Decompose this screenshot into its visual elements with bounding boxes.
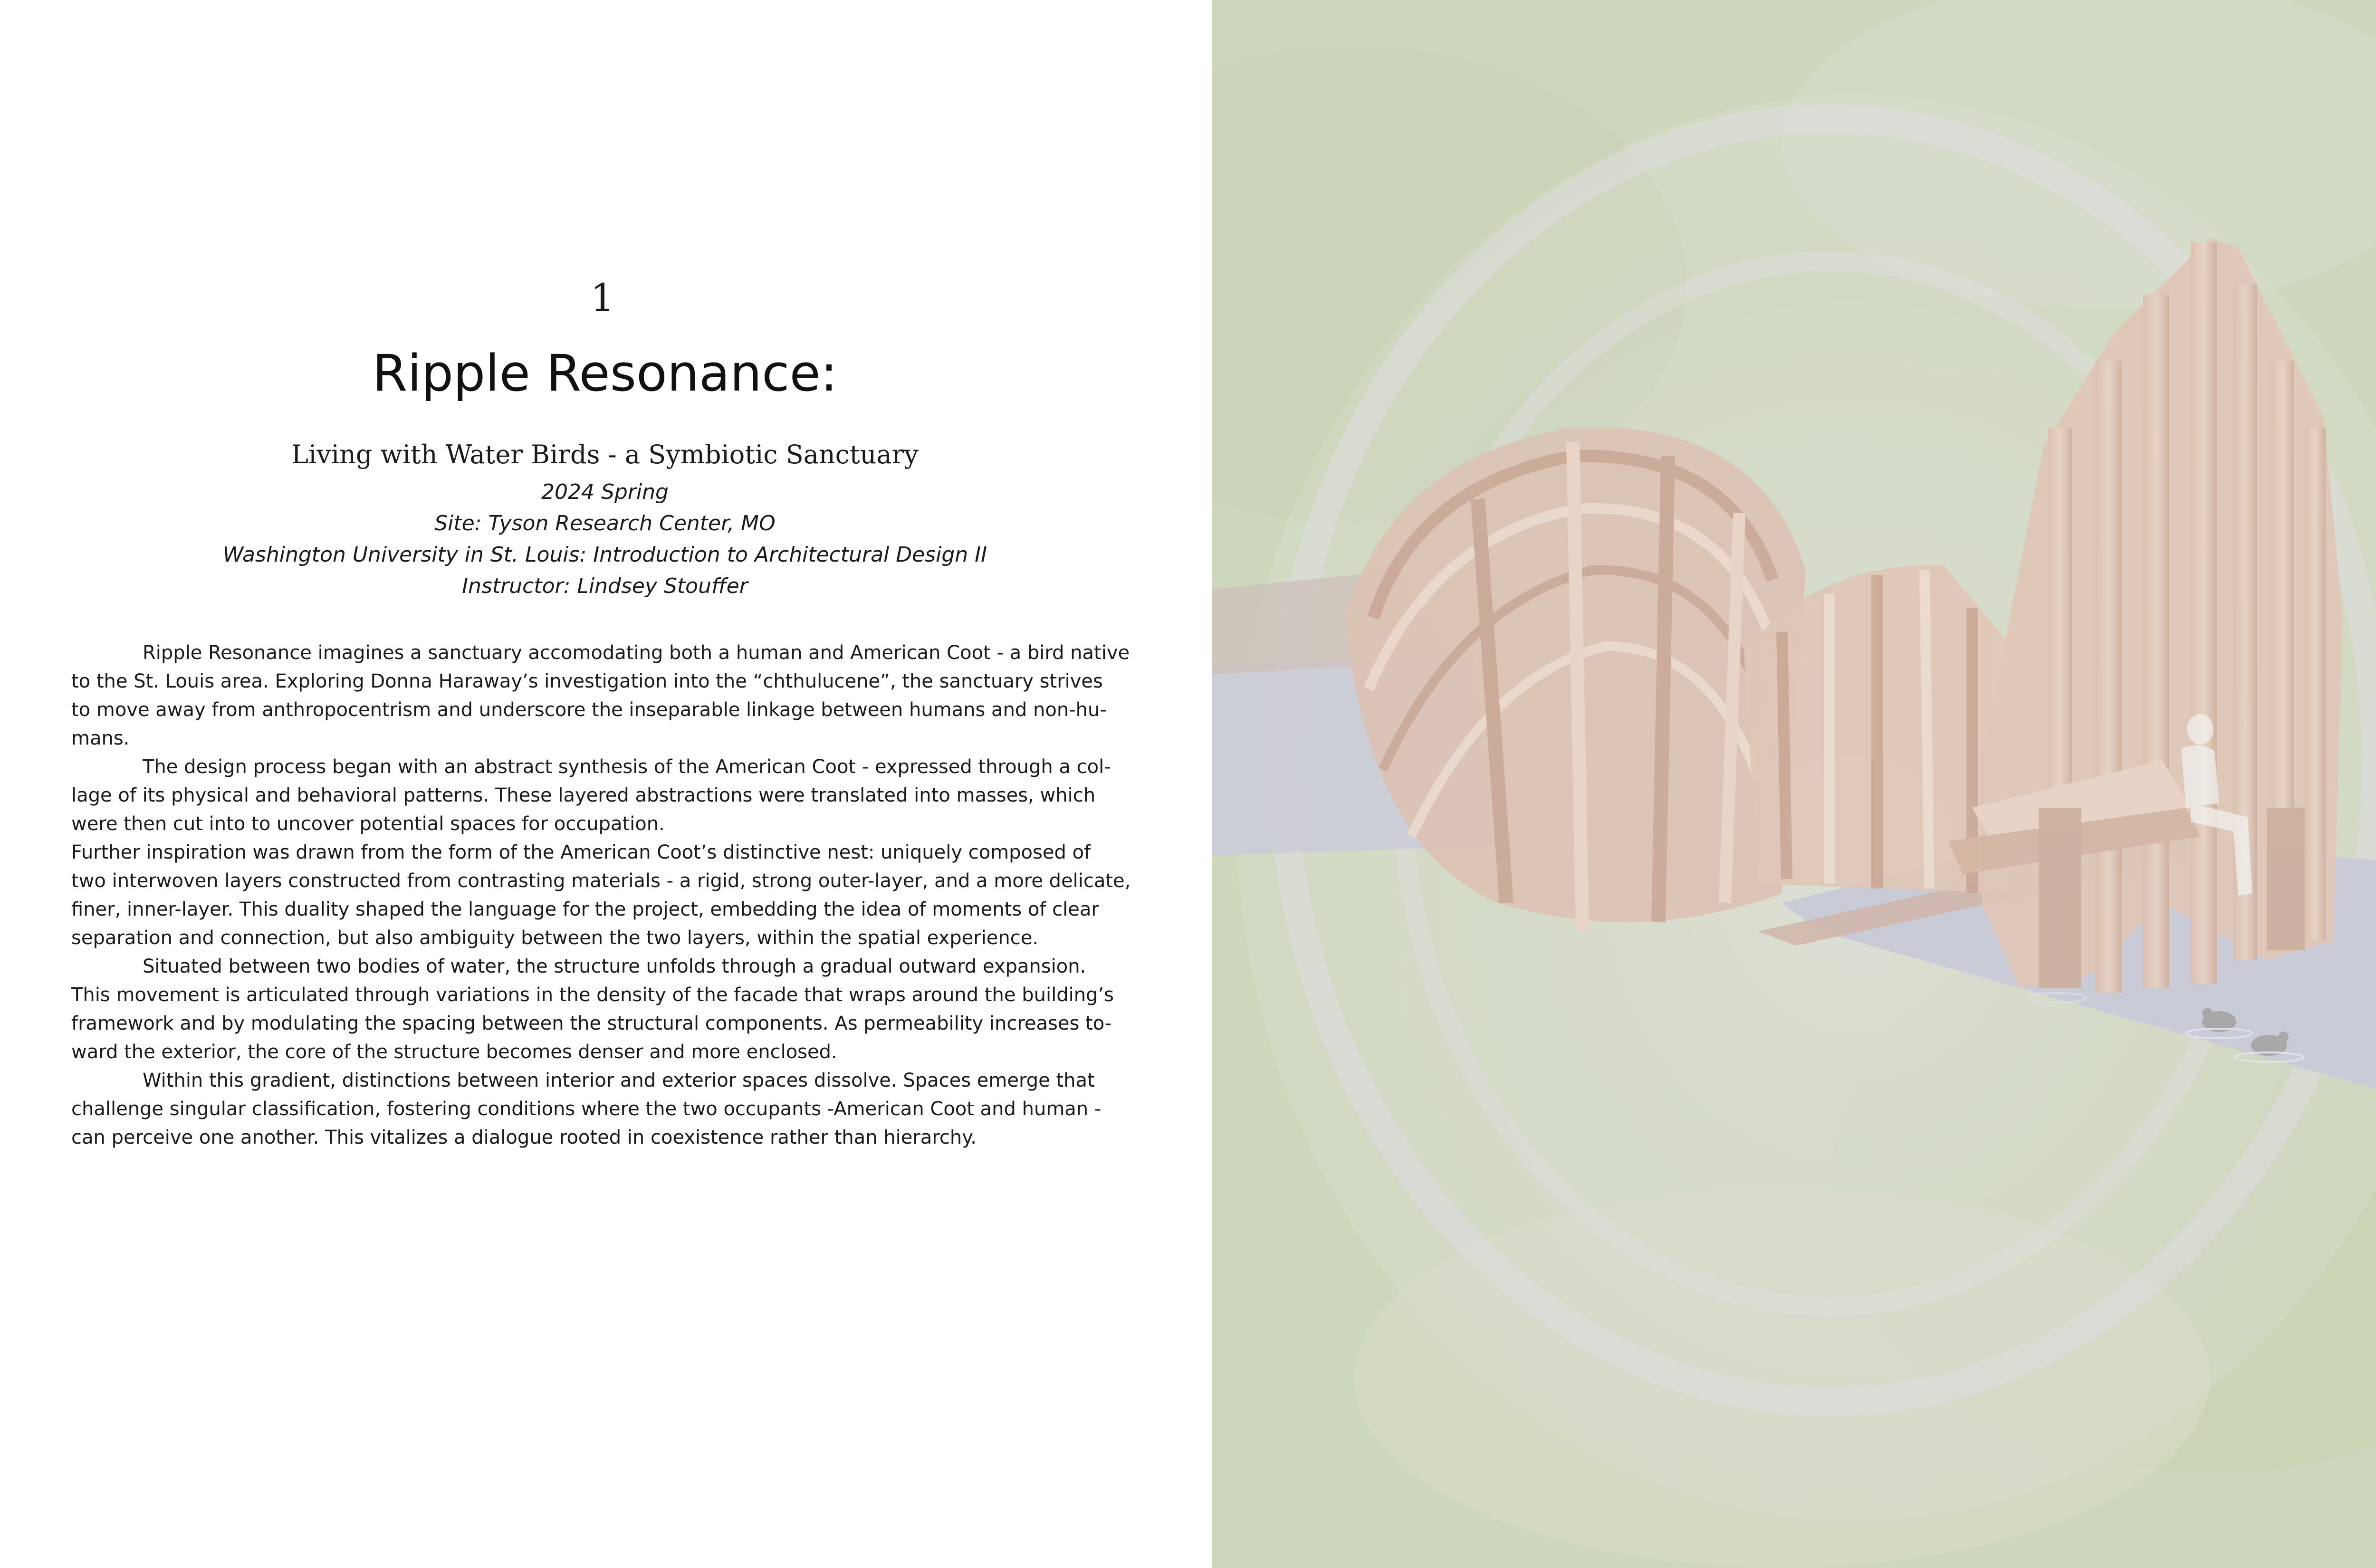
body-line: Situated between two bodies of water, the structure unfolds through a gradual outward expansion. (143, 956, 1086, 977)
body-line: to the St. Louis area. Exploring Donna Haraway’s investigation into the “chthulucene”, the sanctuary strives (71, 670, 1103, 692)
body-line: to move away from anthropocentrism and underscore the inseparable linkage between humans and non-hu- (71, 699, 1107, 721)
body-line: framework and by modulating the spacing between the structural components. As permeability increases to- (71, 1013, 1112, 1034)
body-line: separation and connection, but also ambiguity between the two layers, within the spatial experience. (71, 927, 1039, 949)
body-line: This movement is articulated through variations in the density of the facade that wraps around the building’s (71, 984, 1114, 1006)
body-line: two interwoven layers constructed from contrasting materials - a rigid, strong outer-layer, and a more delicate, (71, 870, 1131, 892)
body-line: finer, inner-layer. This duality shaped the language for the project, embedding the idea of moments of clear (71, 899, 1099, 920)
body-line: Ripple Resonance imagines a sanctuary accomodating both a human and American Coot - a bird native (143, 642, 1130, 664)
project-meta (0, 477, 1210, 602)
meta-instructor: Instructor: Lindsey Stouffer (462, 574, 748, 598)
project-subtitle: Living with Water Birds - a Symbiotic Sanctuary (291, 440, 919, 469)
body-line: ward the exterior, the core of the structure becomes denser and more enclosed. (71, 1041, 837, 1063)
haze-veil (1212, 0, 2376, 1568)
body-line: were then cut into to uncover potential spaces for occupation. (71, 813, 665, 835)
meta-course: Washington University in St. Louis: Introduction to Architectural Design II (222, 543, 987, 567)
project-number: 1 (590, 276, 615, 320)
rendering-page (1212, 0, 2376, 1568)
project-title: Ripple Resonance: (372, 344, 838, 402)
body-line: lage of its physical and behavioral patterns. These layered abstractions were translated into masses, which (71, 784, 1096, 806)
meta-site: Site: Tyson Research Center, MO (434, 511, 776, 535)
body-line: challenge singular classification, fostering conditions where the two occupants -American Coot and human - (71, 1098, 1102, 1120)
body-line: Within this gradient, distinctions between interior and exterior spaces dissolve. Spaces emerge that (143, 1070, 1095, 1091)
body-line: can perceive one another. This vitalizes a dialogue rooted in coexistence rather than hierarchy. (71, 1127, 977, 1148)
body-line: The design process began with an abstract synthesis of the American Coot - expressed through a col- (143, 756, 1111, 778)
meta-term: 2024 Spring (541, 480, 669, 504)
body-line: mans. (71, 727, 130, 749)
project-description (71, 639, 1136, 1152)
body-line: Further inspiration was drawn from the form of the American Coot’s distinctive nest: uniquely composed of (71, 841, 1091, 863)
sanctuary-rendering (1212, 0, 2376, 1568)
